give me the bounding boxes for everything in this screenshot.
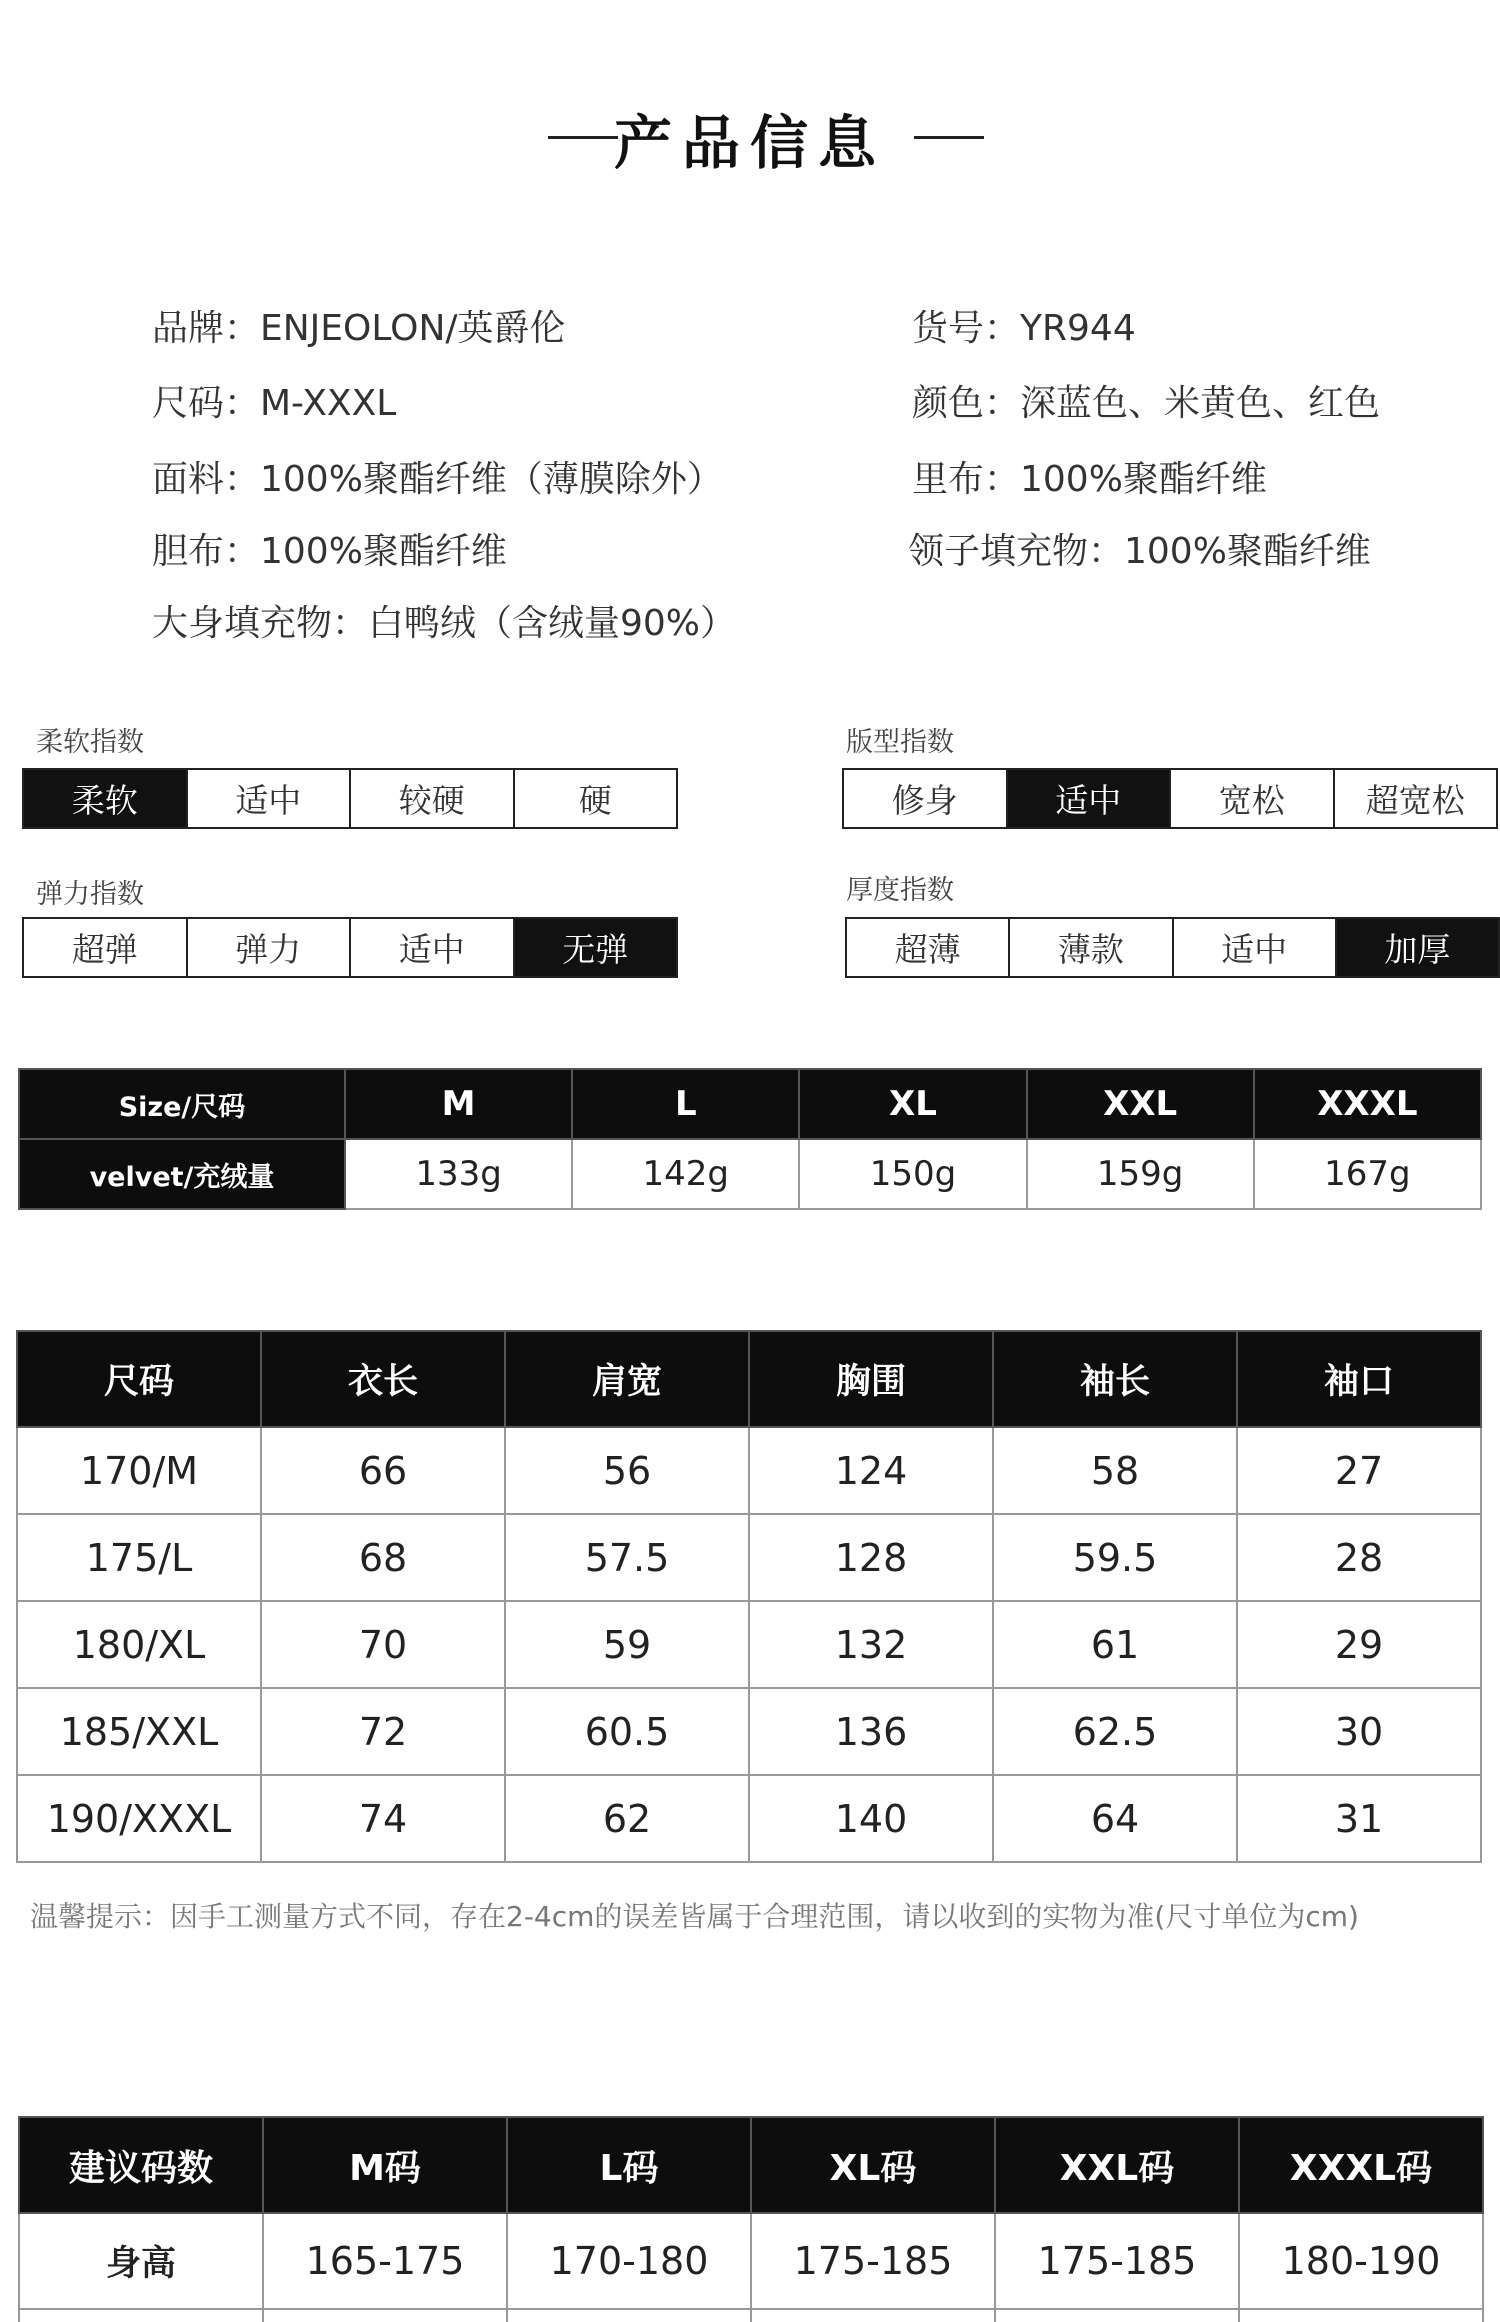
table-cell: 56 [505,1427,749,1514]
info-body-fill: 大身填充物：白鸭绒（含绒量90%） [152,603,737,644]
fit-index-label: 版型指数 [846,727,954,758]
fill-weight-cell: 142g [572,1139,799,1209]
table-cell: 62 [505,1775,749,1862]
fit-option: 修身 [844,770,1006,827]
table-cell: 70 [261,1601,505,1688]
table-cell [995,2309,1239,2322]
fit-option: 适中 [1006,770,1170,827]
size-header-cell: Size/尺码 [19,1069,345,1139]
table-row [17,1427,1481,1514]
table-cell [1239,2309,1483,2322]
table-cell [751,2309,995,2322]
table-cell [507,2309,751,2322]
table-cell [19,2309,263,2322]
table-cell [263,2309,507,2322]
table-cell: 124 [749,1427,993,1514]
fit-option: 超宽松 [1333,770,1497,827]
size-table-header-cell: 袖长 [993,1331,1237,1427]
table-cell: 31 [1237,1775,1481,1862]
info-brand: 品牌：ENJEOLON/英爵伦 [152,308,566,349]
table-cell: 175/L [17,1514,261,1601]
thickness-option: 适中 [1172,919,1335,976]
size-table-header-cell: 肩宽 [505,1331,749,1427]
table-row-partial [19,2309,1483,2322]
table-cell: 132 [749,1601,993,1688]
thickness-option: 薄款 [1008,919,1171,976]
fill-weight-cell: 167g [1254,1139,1481,1209]
table-cell: 59 [505,1601,749,1688]
table-cell: 136 [749,1688,993,1775]
fill-weight-cell: 133g [345,1139,572,1209]
table-row [17,1601,1481,1688]
table-cell: 72 [261,1688,505,1775]
softness-index-label: 柔软指数 [36,727,144,758]
table-cell: 170-180 [507,2213,751,2309]
size-table-header-cell: 尺码 [17,1331,261,1427]
table-cell: 140 [749,1775,993,1862]
table-cell: 61 [993,1601,1237,1688]
thickness-index-label: 厚度指数 [846,875,954,906]
size-table-header-cell: 袖口 [1237,1331,1481,1427]
title-divider-right [914,136,984,139]
fill-weight-row [19,1139,1481,1209]
table-row [19,2213,1483,2309]
thickness-option: 超薄 [847,919,1008,976]
table-cell: 64 [993,1775,1237,1862]
table-cell: 180-190 [1239,2213,1483,2309]
size-cell: L [572,1069,799,1139]
table-cell: 74 [261,1775,505,1862]
recommend-header-cell: L码 [507,2117,751,2213]
table-row [17,1514,1481,1601]
softness-option: 适中 [186,770,350,827]
fill-weight-label-cell: velvet/充绒量 [19,1139,345,1209]
table-row [17,1775,1481,1862]
size-table-header-cell: 衣长 [261,1331,505,1427]
info-colors: 颜色：深蓝色、米黄色、红色 [912,383,1381,424]
table-cell: 66 [261,1427,505,1514]
fill-weight-table [18,1068,1482,1210]
table-cell: 170/M [17,1427,261,1514]
size-cell: M [345,1069,572,1139]
recommend-header-cell: XXXL码 [1239,2117,1483,2213]
table-cell: 28 [1237,1514,1481,1601]
table-cell: 175-185 [995,2213,1239,2309]
fill-weight-cell: 150g [799,1139,1026,1209]
thickness-option: 加厚 [1335,919,1498,976]
softness-option: 硬 [513,770,677,827]
page-title: 产品信息 [613,109,886,177]
table-cell: 58 [993,1427,1237,1514]
recommend-size-table [18,2116,1484,2322]
recommend-header-cell: M码 [263,2117,507,2213]
thickness-index-bar [845,917,1500,978]
info-size: 尺码：M-XXXL [152,383,397,424]
table-cell: 190/XXXL [17,1775,261,1862]
softness-option: 较硬 [349,770,513,827]
table-cell: 59.5 [993,1514,1237,1601]
measurement-note: 温馨提示：因手工测量方式不同，存在2-4cm的误差皆属于合理范围，请以收到的实物为准(尺寸单位为cm) [30,1900,1359,1933]
fill-weight-cell: 159g [1027,1139,1254,1209]
table-cell: 128 [749,1514,993,1601]
info-collar-fill: 领子填充物：100%聚酯纤维 [908,531,1371,572]
recommend-header-row [19,2117,1483,2213]
info-inner: 胆布：100%聚酯纤维 [152,531,507,572]
table-cell: 57.5 [505,1514,749,1601]
size-table-header-row [17,1331,1481,1427]
table-cell: 62.5 [993,1688,1237,1775]
size-cell: XXL [1027,1069,1254,1139]
info-item-no: 货号：YR944 [912,308,1136,349]
recommend-header-cell: 建议码数 [19,2117,263,2213]
table-cell: 30 [1237,1688,1481,1775]
elasticity-index-bar [22,917,678,978]
table-cell: 27 [1237,1427,1481,1514]
table-cell: 165-175 [263,2213,507,2309]
recommend-header-cell: XL码 [751,2117,995,2213]
softness-index-bar [22,768,678,829]
table-cell: 180/XL [17,1601,261,1688]
size-cell: XL [799,1069,1026,1139]
elasticity-option: 超弹 [24,919,186,976]
info-fabric: 面料：100%聚酯纤维（薄膜除外） [152,459,723,500]
softness-option: 柔软 [24,770,186,827]
fill-weight-header-row [19,1069,1481,1139]
elasticity-index-label: 弹力指数 [36,879,144,910]
fit-index-bar [842,768,1498,829]
table-cell: 60.5 [505,1688,749,1775]
size-table-header-cell: 胸围 [749,1331,993,1427]
size-table [16,1330,1482,1863]
size-cell: XXXL [1254,1069,1481,1139]
table-cell: 175-185 [751,2213,995,2309]
table-row [17,1688,1481,1775]
info-lining: 里布：100%聚酯纤维 [912,459,1267,500]
table-cell: 29 [1237,1601,1481,1688]
recommend-header-cell: XXL码 [995,2117,1239,2213]
fit-option: 宽松 [1169,770,1333,827]
elasticity-option: 无弹 [513,919,677,976]
recommend-row-label: 身高 [19,2213,263,2309]
table-cell: 185/XXL [17,1688,261,1775]
elasticity-option: 弹力 [186,919,350,976]
title-section [0,96,1500,176]
table-cell: 68 [261,1514,505,1601]
elasticity-option: 适中 [349,919,513,976]
